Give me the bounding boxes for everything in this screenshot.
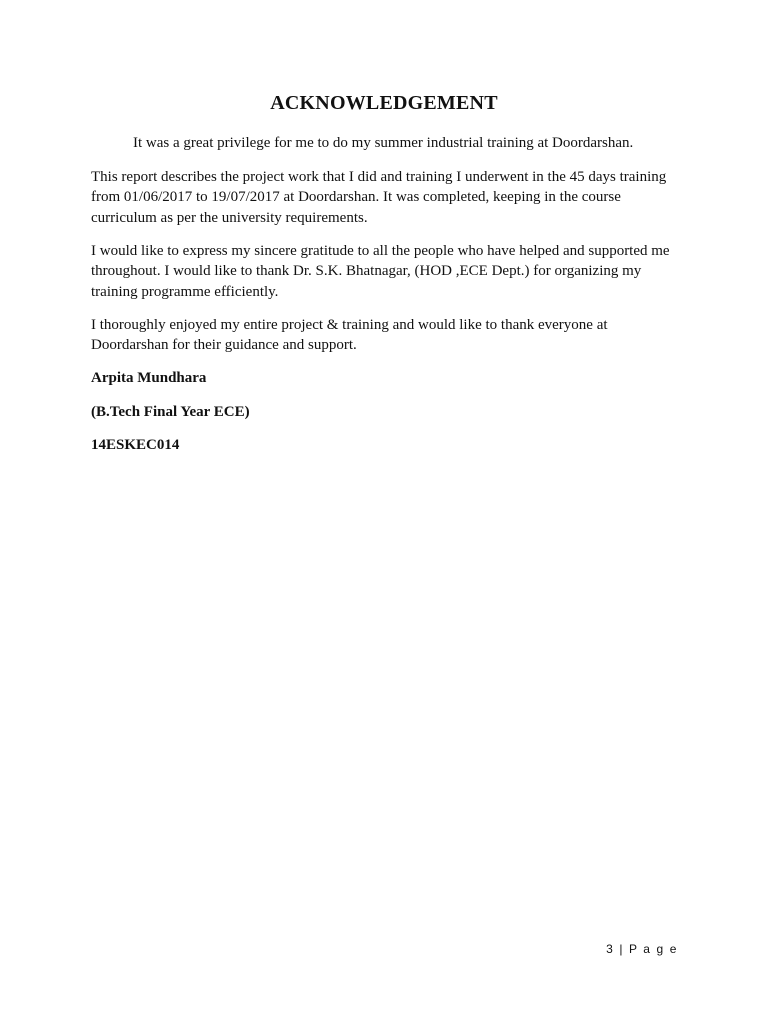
document-body	[91, 133, 681, 469]
paragraph-intro: It was a great privilege for me to do my summer industrial training at Doordarshan.	[133, 135, 634, 151]
paragraph-report-description: This report describes the project work that I did and training I underwent in the 45 days training from 01/06/2017 to 19/07/2017 at Doordarshan. It was completed, keeping in the course curriculum as per the university requirements.	[91, 168, 667, 226]
paragraph-gratitude: I would like to express my sincere gratitude to all the people who have helped and supported me throughout. I would like to thank Dr. S.K. Bhatnagar, (HOD ,ECE Dept.) for organizing my training programme efficiently.	[91, 242, 670, 300]
page-number-footer: 3 | P a g e	[606, 942, 678, 956]
author-name: Arpita Mundhara	[91, 370, 207, 386]
paragraph-closing: I thoroughly enjoyed my entire project & training and would like to thank everyone at Doordarshan for their guidance and support.	[91, 316, 608, 353]
signoff-block	[91, 368, 681, 456]
author-program: (B.Tech Final Year ECE)	[91, 403, 250, 420]
author-roll-number: 14ESKEC014	[91, 437, 180, 453]
page-title: ACKNOWLEDGEMENT	[270, 92, 498, 114]
